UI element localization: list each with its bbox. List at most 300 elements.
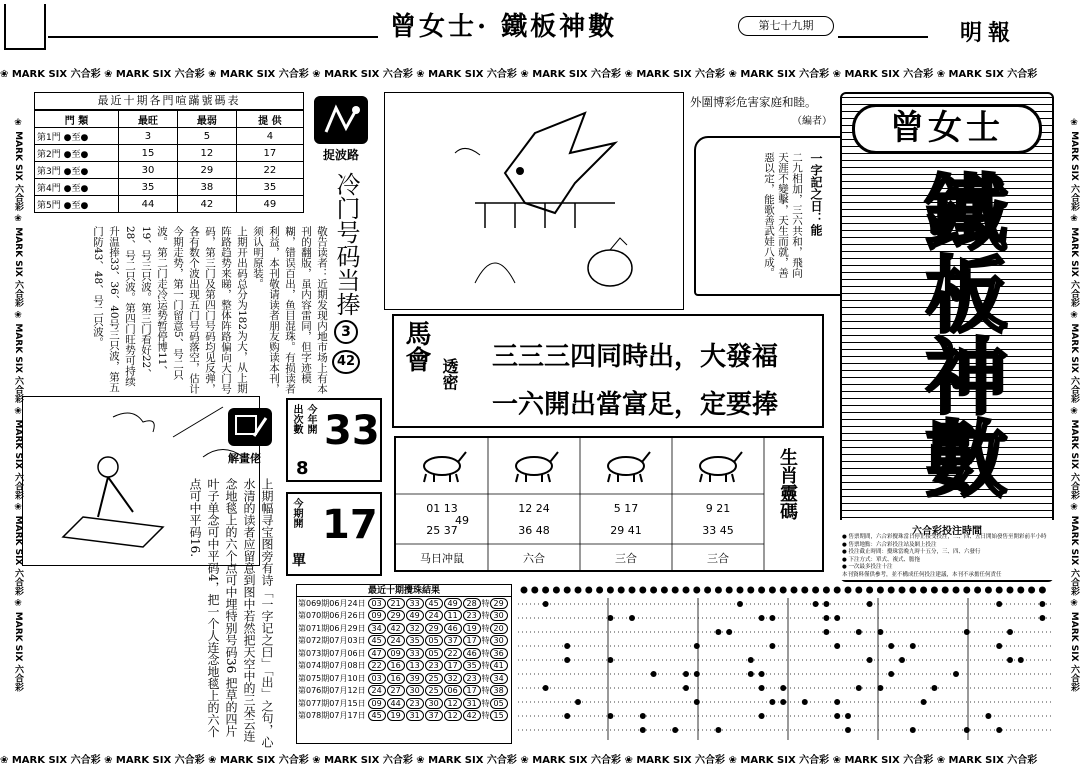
trend-header-dot	[521, 587, 528, 594]
trend-header-dot	[693, 587, 700, 594]
trend-header-dot	[758, 587, 765, 594]
trend-dot	[683, 685, 689, 691]
result-period: 第071期06月29日	[298, 623, 366, 633]
trend-header-dot	[866, 587, 873, 594]
pick-cell: 44	[119, 196, 178, 213]
special-label: 特	[481, 711, 490, 721]
trend-dot	[985, 713, 991, 719]
trend-dot	[867, 601, 873, 607]
trend-dot	[877, 629, 883, 635]
trend-dot	[823, 615, 829, 621]
special-label: 特	[481, 648, 490, 658]
trend-header-dot	[963, 587, 970, 594]
trend-header-dot	[855, 587, 862, 594]
pick-cell: 49	[236, 196, 303, 213]
pick-row-label: 第5門 ●至●	[35, 196, 119, 213]
trend-dot	[996, 601, 1002, 607]
pick-table-row	[35, 179, 304, 196]
pick-table-header: 最弱	[177, 111, 236, 128]
pick-table	[34, 110, 304, 213]
result-ball: 12	[444, 710, 462, 721]
result-numbers	[367, 597, 510, 610]
result-ball: 46	[444, 623, 462, 634]
special-label: 特	[481, 661, 490, 671]
result-ball: 49	[406, 610, 424, 621]
zodiac-caption: 六合	[523, 552, 545, 565]
trend-dot	[834, 713, 840, 719]
count-sub: 今年開	[305, 404, 316, 434]
result-ball: 37	[444, 635, 462, 646]
scroll-title: 一字記之日：能	[809, 152, 823, 236]
trend-dot	[651, 671, 657, 677]
trend-header-dot	[1007, 587, 1014, 594]
result-ball: 23	[463, 610, 481, 621]
pick-table-header: 最旺	[119, 111, 178, 128]
masthead-title: 曾女士· 鐵板神數	[390, 12, 618, 42]
zodiac-nums-top: 12 24	[518, 502, 550, 515]
top-ticker: ❀ MARK SIX 六合彩 ❀ MARK SIX 六合彩 ❀ MARK SIX 六合彩 ❀ MARK SIX 六合彩 ❀ MARK SIX 六合彩 ❀ MARK SIX 六合彩 ❀ MARK SIX 六合彩 ❀ MARK SIX 六合彩 ❀ MARK SIX 六合彩 ❀ MARK SIX 六合彩	[0, 69, 1038, 80]
result-ball: 46	[463, 648, 481, 659]
zodiac-nums-bottom: 25 37	[426, 524, 458, 537]
painter-label: 解畫佬	[228, 452, 261, 465]
zodiac-nums-mid: 49	[455, 514, 469, 527]
trend-dot	[780, 699, 786, 705]
result-period: 第075期07月10日	[298, 673, 366, 683]
trend-header-dot	[607, 587, 614, 594]
result-ball: 12	[444, 698, 462, 709]
result-ball: 23	[406, 698, 424, 709]
trend-header-dot	[618, 587, 625, 594]
painter-body: 上期幅寻宝图旁有诗「一字记之曰」「出」之句，心水清的读者应留意到图中若然把天空中的三朵云连念地毯上的六个点可中埋特别号码36 把草的四片叶子单念可中平码4，把一个人连念地毯上的六个点可中平码16.	[188, 478, 274, 748]
pick-cell: 42	[177, 196, 236, 213]
result-ball: 21	[387, 598, 405, 609]
trend-dot	[780, 685, 786, 691]
trend-header-dot	[650, 587, 657, 594]
special-ball: 05	[490, 698, 508, 709]
result-ball: 24	[368, 685, 386, 696]
result-numbers	[367, 685, 510, 698]
result-ball: 24	[387, 635, 405, 646]
riddle-line-2: 一六開出當富足，定要捧	[492, 390, 779, 420]
pick-cell: 12	[177, 145, 236, 162]
special-ball: 36	[490, 648, 508, 659]
trend-dot	[748, 657, 754, 663]
catch-road-label: 捉波路	[322, 148, 359, 162]
result-period: 第078期07月17日	[298, 711, 366, 721]
trend-header-dot	[996, 587, 1003, 594]
special-ball: 34	[490, 673, 508, 684]
trend-header-dot	[596, 587, 603, 594]
trend-dot	[996, 643, 1002, 649]
trend-header-dot	[672, 587, 679, 594]
pick-row-label: 第3門 ●至●	[35, 162, 119, 179]
pick-table-panel	[34, 92, 304, 213]
pick-cell: 35	[236, 179, 303, 196]
result-numbers	[367, 622, 510, 635]
trend-header-dot	[639, 587, 646, 594]
trend-dot	[910, 643, 916, 649]
masthead-rule-left	[48, 36, 378, 38]
result-ball: 09	[368, 610, 386, 621]
trend-header-dot	[1028, 587, 1035, 594]
masthead-rule-right	[838, 36, 928, 38]
trend-header-dot	[823, 587, 830, 594]
painter-icon	[228, 408, 272, 446]
pick-cell: 35	[119, 179, 178, 196]
trend-header-dot	[834, 587, 841, 594]
special-ball: 41	[490, 660, 508, 671]
trend-dot	[543, 685, 549, 691]
trend-dot	[694, 671, 700, 677]
result-period: 第076期07月12日	[298, 686, 366, 696]
result-numbers	[367, 610, 510, 623]
result-period: 第072期07月03日	[298, 636, 366, 646]
pick-table-header: 門 類	[35, 111, 119, 128]
pick-table-row	[35, 145, 304, 162]
zodiac-caption: 三合	[615, 552, 637, 565]
trend-dot	[856, 685, 862, 691]
result-ball: 25	[425, 685, 443, 696]
betting-note: ● 一次最多投注十注	[842, 564, 893, 570]
result-ball: 17	[444, 660, 462, 671]
trend-header-dot	[661, 587, 668, 594]
riddle-tag-1: 馬會	[401, 320, 431, 372]
result-ball: 22	[368, 660, 386, 671]
dog-icon	[672, 444, 764, 506]
trend-header-dot	[985, 587, 992, 594]
result-ball: 34	[368, 623, 386, 634]
paper-logo: 明報	[960, 20, 1017, 46]
trend-dot	[759, 671, 765, 677]
trend-dot	[672, 727, 678, 733]
result-ball: 33	[406, 648, 424, 659]
trend-dot	[823, 601, 829, 607]
trend-dot	[607, 615, 613, 621]
pick-row-label: 第2門 ●至●	[35, 145, 119, 162]
trend-header-dot	[909, 587, 916, 594]
pick-cell: 5	[177, 128, 236, 145]
warning-editor: （編者）	[792, 116, 832, 127]
result-ball: 29	[387, 610, 405, 621]
trend-dot	[1039, 601, 1045, 607]
trend-dot	[748, 671, 754, 677]
corner-tab	[4, 4, 46, 50]
result-ball: 30	[425, 698, 443, 709]
left-ticker: ❀ MARK SIX 六合彩 ❀ MARK SIX 六合彩 ❀ MARK SIX 六合彩 ❀ MARK SIX 六合彩 ❀ MARK SIX 六合彩 ❀ MARK SIX 六合彩	[13, 118, 23, 692]
trend-dot	[640, 727, 646, 733]
trend-header-dot	[791, 587, 798, 594]
result-ball: 09	[387, 648, 405, 659]
side-title: 鐵板神數	[912, 170, 1008, 498]
result-ball: 39	[406, 673, 424, 684]
riddle-tag-2: 透密	[440, 358, 459, 390]
pick-cell: 17	[236, 145, 303, 162]
result-ball: 28	[463, 598, 481, 609]
trend-dot	[823, 629, 829, 635]
bottom-ticker: ❀ MARK SIX 六合彩 ❀ MARK SIX 六合彩 ❀ MARK SIX 六合彩 ❀ MARK SIX 六合彩 ❀ MARK SIX 六合彩 ❀ MARK SIX 六合彩 ❀ MARK SIX 六合彩 ❀ MARK SIX 六合彩 ❀ MARK SIX 六合彩 ❀ MARK SIX 六合彩	[0, 755, 1038, 766]
trend-dot	[575, 699, 581, 705]
catch-road-body: 敬告读者：近期发现内地市场上有本刊的翻版，虽内容雷同，但字迹模糊，错误百出，鱼目混珠。有损读者利益，本刊敬请读者朋友购读本刊，须认明原装。 上期开出码总分为182为大，从上期阵路趋势来睇，整体阵路偏向大门号码，第三门及第四门号码均见反弹，各有数个波出现五门号码落空，估计今期走势，第一门留意5、号二只波。第二门走冷运势暂停博11、19、号三只波。第三门看好22、28、号二只波。第四门旺势可持续升温捧33、36、40号三只波，第五门防43、48、号二只波。	[92, 226, 328, 394]
current-sub: 單	[292, 553, 306, 569]
trend-header-dot	[747, 587, 754, 594]
result-ball: 13	[406, 660, 424, 671]
trend-dot	[769, 615, 775, 621]
trend-header-dot	[920, 587, 927, 594]
trend-header-dot	[715, 587, 722, 594]
zodiac-nums-top: 9 21	[705, 502, 731, 515]
result-period: 第069期06月24日	[298, 598, 366, 608]
betting-note: ● 售票期間，六合彩攪珠當日停止接受投注，二、四、五日開始發售至開彩前半小時	[842, 534, 1047, 540]
trend-header-dot	[845, 587, 852, 594]
result-row	[297, 622, 510, 635]
trend-header-dot	[585, 587, 592, 594]
trend-header-dot	[542, 587, 549, 594]
result-ball: 16	[387, 660, 405, 671]
trend-header-dot	[726, 587, 733, 594]
result-ball: 06	[444, 685, 462, 696]
betting-note: 本刊資料僅供參考，並不構成任何投注建議，本刊不承擔任何責任	[842, 571, 1002, 578]
result-ball: 29	[425, 623, 443, 634]
result-ball: 33	[406, 598, 424, 609]
special-ball: 15	[490, 710, 508, 721]
result-ball: 45	[425, 598, 443, 609]
trend-header-dot	[931, 587, 938, 594]
trend-dot	[964, 727, 970, 733]
trend-dot	[607, 657, 613, 663]
pick-row-label: 第1門 ●至●	[35, 128, 119, 145]
trend-dot	[1018, 657, 1024, 663]
result-numbers	[367, 710, 510, 723]
result-ball: 11	[444, 610, 462, 621]
trend-header-dot	[888, 587, 895, 594]
results-panel	[296, 584, 512, 744]
trend-header-dot	[812, 587, 819, 594]
count-label: 出次數	[291, 404, 302, 434]
result-row	[297, 697, 510, 710]
result-ball: 03	[368, 598, 386, 609]
trend-dot	[1039, 615, 1045, 621]
zodiac-nums-top: 5 17	[613, 502, 639, 515]
trend-dot	[964, 629, 970, 635]
result-ball: 47	[368, 648, 386, 659]
result-ball: 31	[406, 710, 424, 721]
trend-dot	[1007, 657, 1013, 663]
result-row	[297, 610, 510, 623]
trend-header-dot	[629, 587, 636, 594]
special-label: 特	[481, 698, 490, 708]
result-ball: 35	[463, 660, 481, 671]
result-ball: 25	[425, 673, 443, 684]
trend-chart	[518, 584, 1054, 744]
betting-note: ● 投注截止時間：攪珠當晚九時十五分，三、四、六發行	[842, 549, 981, 555]
trend-header-dot	[553, 587, 560, 594]
count-times: 8	[296, 458, 309, 479]
zodiac-caption: 三合	[707, 552, 729, 565]
trend-header-dot	[683, 587, 690, 594]
trend-dot	[931, 685, 937, 691]
scroll-body: 二九相加，三六共和，飛向天涯不變擊，天生而就，善惡以定，能歌善武娃八成。	[763, 152, 803, 278]
result-row	[297, 660, 510, 673]
trend-header-dot	[974, 587, 981, 594]
trend-dot	[996, 727, 1002, 733]
trend-dot	[564, 713, 570, 719]
horse-icon	[396, 444, 488, 506]
result-ball: 37	[425, 710, 443, 721]
pick-table-header: 提 供	[236, 111, 303, 128]
trend-dot	[694, 699, 700, 705]
result-ball: 49	[444, 598, 462, 609]
trend-header-dot	[769, 587, 776, 594]
catch-road-icon	[314, 96, 368, 144]
result-ball: 31	[463, 698, 481, 709]
zodiac-nums-bottom: 36 48	[518, 524, 550, 537]
zodiac-nums-top: 01 13	[426, 502, 458, 515]
trend-dot	[564, 643, 570, 649]
result-row	[297, 635, 510, 648]
trend-header-dot	[899, 587, 906, 594]
result-numbers	[367, 647, 510, 660]
right-ticker: ❀ MARK SIX 六合彩 ❀ MARK SIX 六合彩 ❀ MARK SIX 六合彩 ❀ MARK SIX 六合彩 ❀ MARK SIX 六合彩 ❀ MARK SIX 六合彩	[1069, 118, 1079, 692]
pick-cell: 15	[119, 145, 178, 162]
trend-dot	[899, 657, 905, 663]
result-ball: 19	[463, 623, 481, 634]
result-row	[297, 685, 510, 698]
pick-cell: 4	[236, 128, 303, 145]
trend-dot	[769, 699, 775, 705]
result-row	[297, 672, 510, 685]
trend-dot	[683, 671, 689, 677]
trend-dot	[564, 657, 570, 663]
trend-dot	[737, 601, 743, 607]
trend-dot	[856, 629, 862, 635]
current-big: 17	[322, 502, 378, 548]
trend-dot	[888, 671, 894, 677]
riddle-line-1: 三三三四同時出，大發福	[492, 342, 779, 372]
trend-dot	[715, 629, 721, 635]
trend-dot	[607, 713, 613, 719]
pick-cell: 22	[236, 162, 303, 179]
special-label: 特	[481, 686, 490, 696]
results-table	[297, 597, 510, 722]
result-ball: 35	[406, 635, 424, 646]
special-label: 特	[481, 598, 490, 608]
result-numbers	[367, 635, 510, 648]
betting-title: 六合彩投注時間	[912, 526, 982, 537]
result-ball: 03	[368, 673, 386, 684]
special-ball: 20	[490, 623, 508, 634]
pick-cell: 3	[119, 128, 178, 145]
result-numbers	[367, 697, 510, 710]
result-ball: 22	[444, 648, 462, 659]
catch-road-heading: 冷门号码当捧	[332, 172, 360, 316]
result-ball: 45	[368, 635, 386, 646]
special-ball: 38	[490, 685, 508, 696]
trend-dot	[1007, 629, 1013, 635]
results-title: 最近十期攪珠結果	[297, 585, 511, 597]
result-period: 第073期07月06日	[298, 648, 366, 658]
result-ball: 32	[406, 623, 424, 634]
trend-dot	[640, 713, 646, 719]
current-label: 今期開	[291, 498, 302, 528]
tiger-icon	[580, 444, 672, 506]
zodiac-nums-bottom: 33 45	[702, 524, 734, 537]
crow-illustration	[384, 92, 684, 310]
trend-header-dot	[564, 587, 571, 594]
trend-header-dot	[531, 587, 538, 594]
result-ball: 17	[463, 635, 481, 646]
count-big: 33	[324, 408, 380, 454]
special-ball: 30	[490, 610, 508, 621]
trend-header-dot	[953, 587, 960, 594]
result-ball: 45	[368, 710, 386, 721]
result-ball: 44	[387, 698, 405, 709]
trend-dot	[759, 615, 765, 621]
pick-table-row	[35, 128, 304, 145]
trend-header-dot	[1039, 587, 1046, 594]
trend-dot	[845, 727, 851, 733]
issue-badge: 第七十九期	[738, 16, 834, 36]
goat-icon	[488, 444, 580, 506]
trend-dot	[867, 657, 873, 663]
result-ball: 05	[425, 648, 443, 659]
result-ball: 17	[463, 685, 481, 696]
trend-dot	[888, 643, 894, 649]
zodiac-side-title: 生肖靈碼	[777, 448, 798, 520]
result-period: 第074期07月08日	[298, 661, 366, 671]
pick-cell: 38	[177, 179, 236, 196]
trend-dot	[694, 643, 700, 649]
trend-dot	[813, 601, 819, 607]
pick-table-row	[35, 196, 304, 213]
result-row	[297, 597, 510, 610]
trend-dot	[726, 629, 732, 635]
trend-dot	[877, 685, 883, 691]
trend-dot	[759, 713, 765, 719]
trend-dot	[845, 713, 851, 719]
trend-dot	[834, 699, 840, 705]
result-period: 第070期06月26日	[298, 611, 366, 621]
betting-note: ● 售票地點：六合彩投注站及網上投注	[842, 541, 937, 548]
result-ball: 32	[444, 673, 462, 684]
trend-dot	[953, 671, 959, 677]
gambling-warning: 外圍博彩危害家庭和睦。	[690, 95, 817, 109]
trend-header-dot	[1017, 587, 1024, 594]
trend-header-dot	[575, 587, 582, 594]
betting-notes	[842, 534, 1052, 579]
trend-dot	[834, 643, 840, 649]
betting-note: ● 下注方式：單式、複式、膽拖	[842, 556, 921, 563]
pick-row-label: 第4門 ●至●	[35, 179, 119, 196]
result-ball: 42	[387, 623, 405, 634]
trend-dot	[910, 727, 916, 733]
result-ball: 42	[463, 710, 481, 721]
trend-header-dot	[877, 587, 884, 594]
zodiac-nums-bottom: 29 41	[610, 524, 642, 537]
special-ball: 29	[490, 598, 508, 609]
trend-dot	[769, 643, 775, 649]
pick-cell: 30	[119, 162, 178, 179]
result-numbers	[367, 660, 510, 673]
result-ball: 23	[463, 673, 481, 684]
pick-table-title: 最近十期各門喧蹣號碼表	[34, 92, 304, 110]
result-ball: 19	[387, 710, 405, 721]
result-ball: 24	[425, 610, 443, 621]
trend-dot	[629, 615, 635, 621]
side-logo: 曾女士	[852, 104, 1042, 154]
result-row	[297, 647, 510, 660]
pick-cell: 29	[177, 162, 236, 179]
zodiac-caption: 马日冲鼠	[420, 552, 464, 565]
